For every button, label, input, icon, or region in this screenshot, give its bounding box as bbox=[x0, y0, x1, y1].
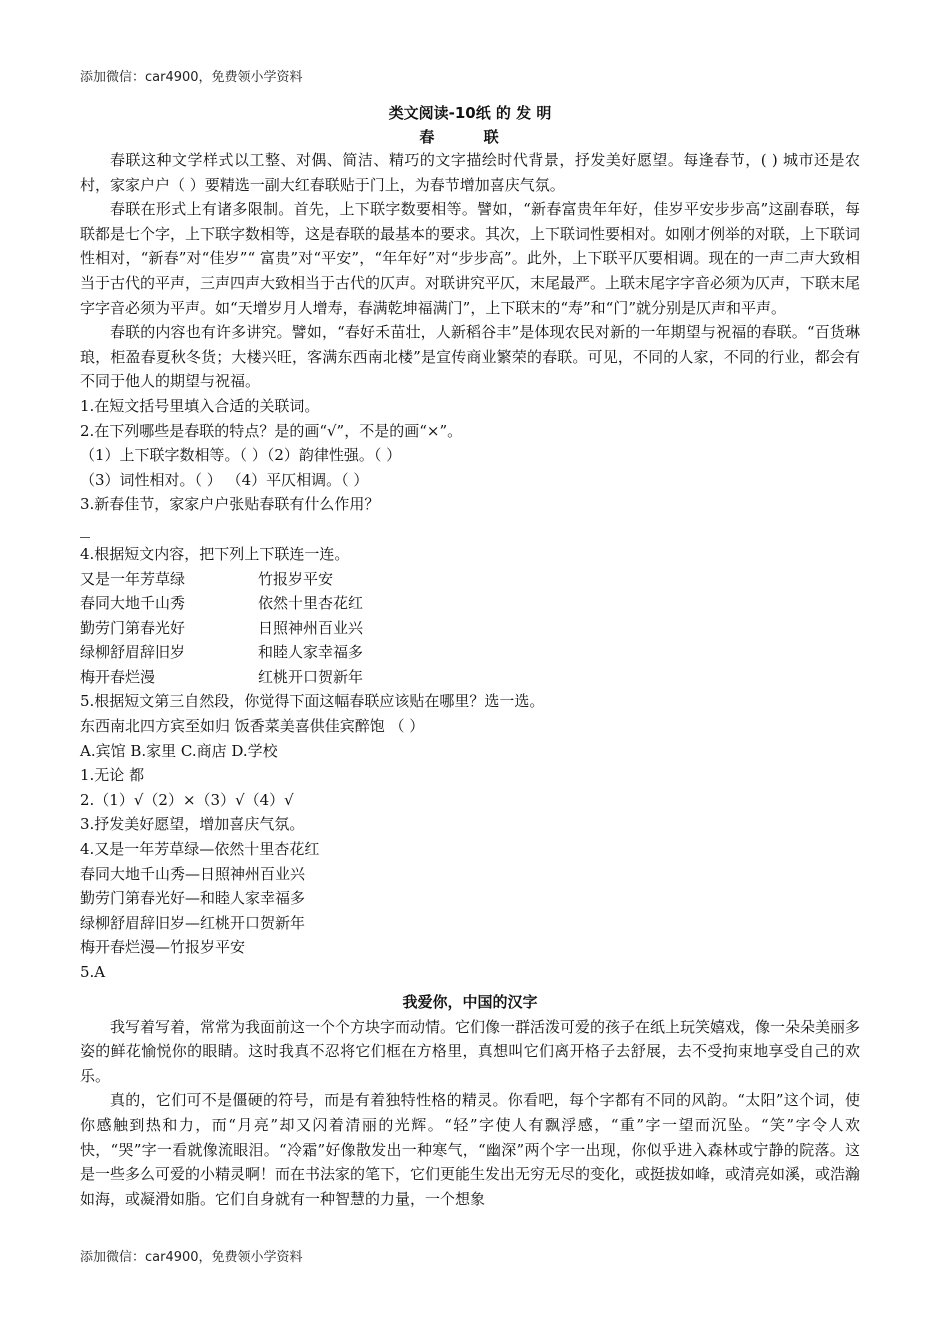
question-2-options-2: （3）词性相对。（ ） （4）平仄相调。（ ） bbox=[80, 470, 369, 489]
couplet-right: 红桃开口贺新年 bbox=[258, 667, 364, 686]
couplet-left: 绿柳舒眉辞旧岁 bbox=[80, 643, 186, 662]
question-5: 5.根据短文第三自然段，你觉得下面这幅春联应该贴在哪里？选一选。 bbox=[80, 692, 545, 711]
passage-title: 春 联 bbox=[419, 128, 521, 146]
question-5-options: A.宾馆 B.家里 C.商店 D.学校 bbox=[80, 741, 278, 760]
section2-paragraph-1: 我写着写着，常常为我面前这一个个方块字而动情。它们像一群活泼可爱的孩子在纸上玩笑嬉戏，像一朵朵美丽多姿的鲜花愉悦你的眼睛。这时我真不忍将它们框在方格里，真想叫它们离开格子去舒展，去不受拘束地享受自己的欢乐。 bbox=[80, 1017, 861, 1085]
couplet-pair bbox=[80, 665, 860, 690]
answer-line: 3.抒发美好愿望，增加喜庆气氛。 bbox=[80, 815, 305, 834]
passage1-paragraph-2: 春联在形式上有诸多限制。首先，上下联字数要相等。譬如，“新春富贵年年好，佳岁平安步步高”这副春联，每联都是七个字，上下联字数相等，这是春联的最基本的要求。其次，上下联词性要相对。如刚才例举的对联，上下联词性相对，“新春”对“佳岁”“ 富贵”对“平安”，“年年好”对“步步高”。此外，上下联平仄要相调。现在的一声二声大致相当于古代的平声，三声四声大致相当于古代的仄声。对联讲究平仄，末尾最严。上联末尾字字音必须为仄声，下联末尾字字音必须为平声。如“天增岁月人增寿，春满乾坤福满门”，上下联末的“寿”和“门”就分别是仄声和平声。 bbox=[80, 200, 861, 317]
answer-line: 4.又是一年芳草绿—依然十里杏花红 bbox=[80, 840, 320, 859]
couplet-pair bbox=[80, 567, 860, 592]
couplet-right: 日照神州百业兴 bbox=[258, 618, 364, 637]
question-2-options-1: （1）上下联字数相等。（ ）（2）韵律性强。（ ） bbox=[80, 446, 402, 465]
question-1: 1.在短文括号里填入合适的关联词。 bbox=[80, 396, 320, 415]
couplet-left: 春同大地千山秀 bbox=[80, 594, 186, 613]
question-3: 3.新春佳节，家家户户张贴春联有什么作用？ bbox=[80, 495, 380, 514]
couplet-pair bbox=[80, 591, 860, 616]
answer-line: 梅开春烂漫—竹报岁平安 bbox=[80, 938, 246, 957]
couplet-pair bbox=[80, 616, 860, 641]
page-title: 类文阅读-10纸 的 发 明 bbox=[388, 104, 552, 122]
couplet-left: 梅开春烂漫 bbox=[80, 667, 156, 686]
answer-line: 绿柳舒眉辞旧岁—红桃开口贺新年 bbox=[80, 913, 306, 932]
answer-line: 5.A bbox=[80, 963, 106, 981]
answer-line: 勤劳门第春光好—和睦人家幸福多 bbox=[80, 889, 306, 908]
couplet-pair bbox=[80, 640, 860, 665]
answer-line: 1.无论 都 bbox=[80, 766, 145, 785]
couplet-left: 勤劳门第春光好 bbox=[80, 618, 186, 637]
question-2: 2.在下列哪些是春联的特点？是的画“√”，不是的画“×”。 bbox=[80, 421, 463, 440]
answer-line: 2.（1）√（2）×（3）√（4）√ bbox=[80, 790, 294, 809]
passage1-paragraph-3: 春联的内容也有许多讲究。譬如，“春好禾苗壮，人新稻谷丰”是体现农民对新的一年期望与祝福的春联。“百货琳琅，柜盈春夏秋冬货；大楼兴旺，客满东西南北楼”是宣传商业繁荣的春联。可见，不同的人家，不同的行业，都会有不同于他人的期望与祝福。 bbox=[80, 323, 860, 391]
answer-blank-line[interactable] bbox=[80, 517, 90, 538]
question-5-couplet: 东西南北四方宾至如归 饭香菜美喜供佳宾醉饱 （ ） bbox=[80, 717, 425, 736]
couplet-right: 依然十里杏花红 bbox=[258, 594, 364, 613]
watermark-bottom: 添加微信：car4900，免费领小学资料 bbox=[80, 1250, 303, 1265]
section2-title: 我爱你，中国的汉字 bbox=[402, 992, 538, 1011]
couplet-right: 和睦人家幸福多 bbox=[258, 643, 364, 662]
question-4: 4.根据短文内容，把下列上下联连一连。 bbox=[80, 544, 350, 563]
content bbox=[80, 100, 860, 1211]
passage1-paragraph-1: 春联这种文学样式以工整、对偶、简洁、精巧的文字描绘时代背景，抒发美好愿望。每逢春节，( ) 城市还是农村，家家户户（ ）要精选一副大红春联贴于门上，为春节增加喜庆气氛。 bbox=[80, 151, 860, 194]
answer-line: 春同大地千山秀—日照神州百业兴 bbox=[80, 864, 306, 883]
couplet-right: 竹报岁平安 bbox=[258, 569, 334, 588]
section2-paragraph-2: 真的，它们可不是僵硬的符号，而是有着独特性格的精灵。你看吧，每个字都有不同的风韵。“太阳”这个词，使你感触到热和力，而“月亮”却又闪着清丽的光辉。“轻”字使人有飘浮感，“重”字一望而沉坠。“笑”字令人欢快，“哭”字一看就像流眼泪。“冷霜”好像散发出一种寒气，“幽深”两个字一出现，你似乎进入森林或宁静的院落。这是一些多么可爱的小精灵啊！而在书法家的笔下，它们更能生发出无穷无尽的变化，或挺拔如峰，或清亮如溪，或浩瀚如海，或凝滑如脂。它们自身就有一种智慧的力量，一个想象 bbox=[80, 1091, 861, 1208]
couplet-left: 又是一年芳草绿 bbox=[80, 569, 186, 588]
watermark-top: 添加微信：car4900，免费领小学资料 bbox=[80, 70, 303, 85]
